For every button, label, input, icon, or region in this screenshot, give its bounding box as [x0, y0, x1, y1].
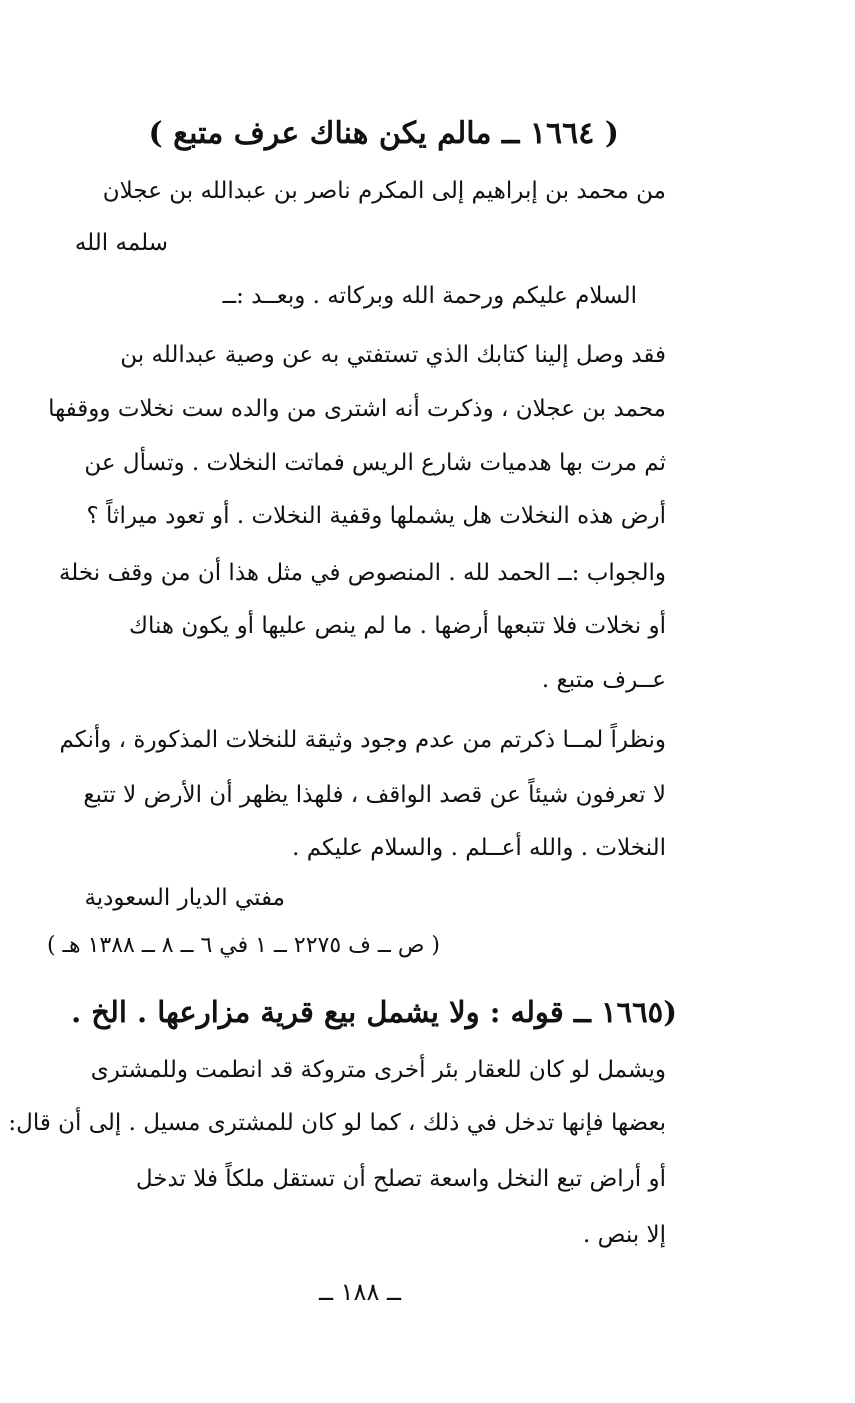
commentary-line: بعضها فإنها تدخل في ذلك ، كما لو كان للمشترى مسيل . إلى أن قال: [8, 1110, 666, 1136]
letter-recipient-line: من محمد بن إبراهيم إلى المكرم ناصر بن عبدالله بن عجلان [102, 178, 666, 204]
commentary-line: ويشمل لو كان للعقار بئر أخرى متروكة قد انطمت وللمشترى [90, 1057, 666, 1083]
section-heading-1664: ( ١٦٦٤ ــ مالم يكن هناك عرف متبع ) [148, 116, 619, 151]
greeting-line: السلام عليكم ورحمة الله وبركاته . وبعــد :ــ [222, 283, 637, 309]
commentary-line: أو أراض تبع النخل واسعة تصلح أن تستقل ملكاً فلا تدخل [135, 1166, 666, 1192]
signature-title: مفتي الديار السعودية [84, 885, 285, 911]
answer-line: أو نخلات فلا تتبعها أرضها . ما لم ينص عليها أو يكون هناك [129, 613, 666, 639]
recipient-blessing: سلمه الله [74, 230, 168, 256]
answer-line: لا تعرفون شيئاً عن قصد الواقف ، فلهذا يظهر أن الأرض لا تتبع [83, 782, 666, 808]
answer-line: عــرف متبع . [541, 667, 666, 693]
reference-note: ( ص ــ ف ٢٢٧٥ ــ ١ في ٦ ــ ٨ ــ ١٣٨٨ هـ ) [46, 933, 440, 958]
page-number: ــ ١٨٨ ــ [318, 1278, 402, 1306]
paragraph-line: ثم مرت بها هدميات شارع الريس فماتت النخلات . وتسأل عن [84, 450, 666, 476]
section-heading-1665: (١٦٦٥ ــ قوله : ولا يشمل بيع قرية مزارعها . الخ . [71, 995, 677, 1029]
paragraph-line: محمد بن عجلان ، وذكرت أنه اشترى من والده ست نخلات ووقفها [48, 396, 666, 422]
paragraph-line: أرض هذه النخلات هل يشملها وقفية النخلات . أو تعود ميراثاً ؟ [86, 503, 666, 529]
commentary-line: إلا بنص . [583, 1222, 666, 1248]
answer-line: والجواب :ــ الحمد لله . المنصوص في مثل هذا أن من وقف نخلة [58, 560, 666, 586]
answer-line: النخلات . والله أعــلم . والسلام عليكم . [292, 835, 666, 861]
answer-line: ونظراً لمــا ذكرتم من عدم وجود وثيقة للنخلات المذكورة ، وأنكم [59, 727, 666, 753]
paragraph-line: فقد وصل إلينا كتابك الذي تستفتي به عن وصية عبدالله بن [120, 342, 666, 368]
